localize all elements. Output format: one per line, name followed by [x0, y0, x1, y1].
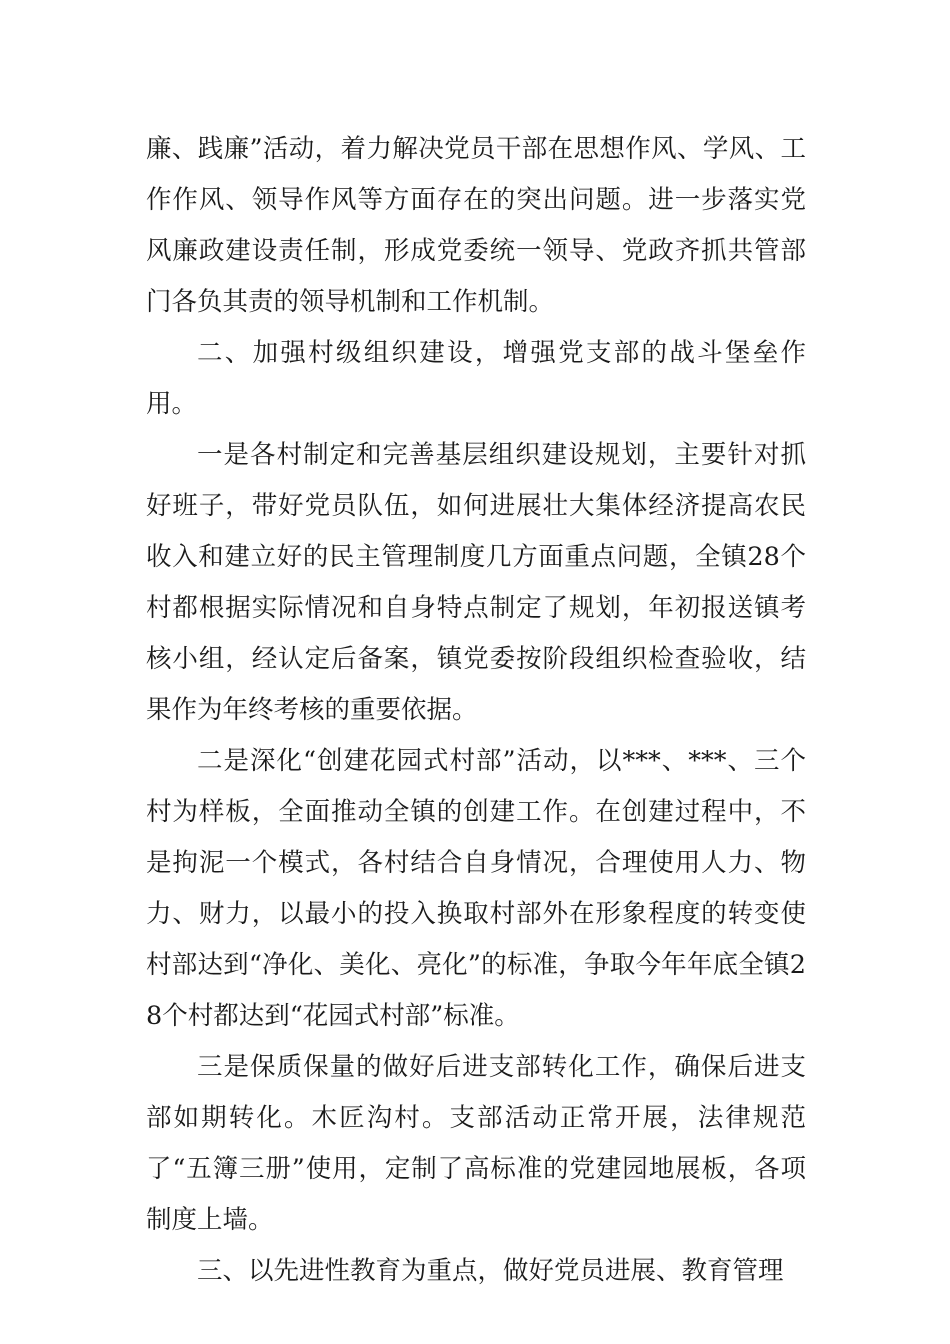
- paragraph-6: 三、以先进性教育为重点，做好党员进展、教育管理: [197, 1256, 784, 1286]
- paragraph-2: 二、加强村级组织建设，增强党支部的战斗堡垒作用。: [146, 338, 806, 419]
- paragraph-5: 三是保质保量的做好后进支部转化工作，确保后进支部如期转化。木匠沟村。支部活动正常开展，法律规范了“五簿三册”使用，定制了高标准的党建园地展板，各项制度上墙。: [146, 1052, 806, 1235]
- paragraph-1: 廉、践廉”活动，着力解决党员干部在思想作风、学风、工作作风、领导作风等方面存在的突出问题。进一步落实党风廉政建设责任制，形成党委统一领导、党政齐抓共管部门各负其责的领导机制和工作机制。: [146, 134, 806, 317]
- document-body: [146, 124, 806, 1297]
- paragraph-3: 一是各村制定和完善基层组织建设规划，主要针对抓好班子，带好党员队伍，如何进展壮大集体经济提高农民收入和建立好的民主管理制度几方面重点问题，全镇28个村都根据实际情况和自身特点制定了规划，年初报送镇考核小组，经认定后备案，镇党委按阶段组织检查验收，结果作为年终考核的重要依据。: [146, 440, 806, 725]
- paragraph-4: 二是深化“创建花园式村部”活动，以***、***、三个村为样板，全面推动全镇的创建工作。在创建过程中，不是拘泥一个模式，各村结合自身情况，合理使用人力、物力、财力，以最小的投入换取村部外在形象程度的转变使村部达到“净化、美化、亮化”的标准，争取今年年底全镇28个村都达到“花园式村部”标准。: [146, 746, 806, 1031]
